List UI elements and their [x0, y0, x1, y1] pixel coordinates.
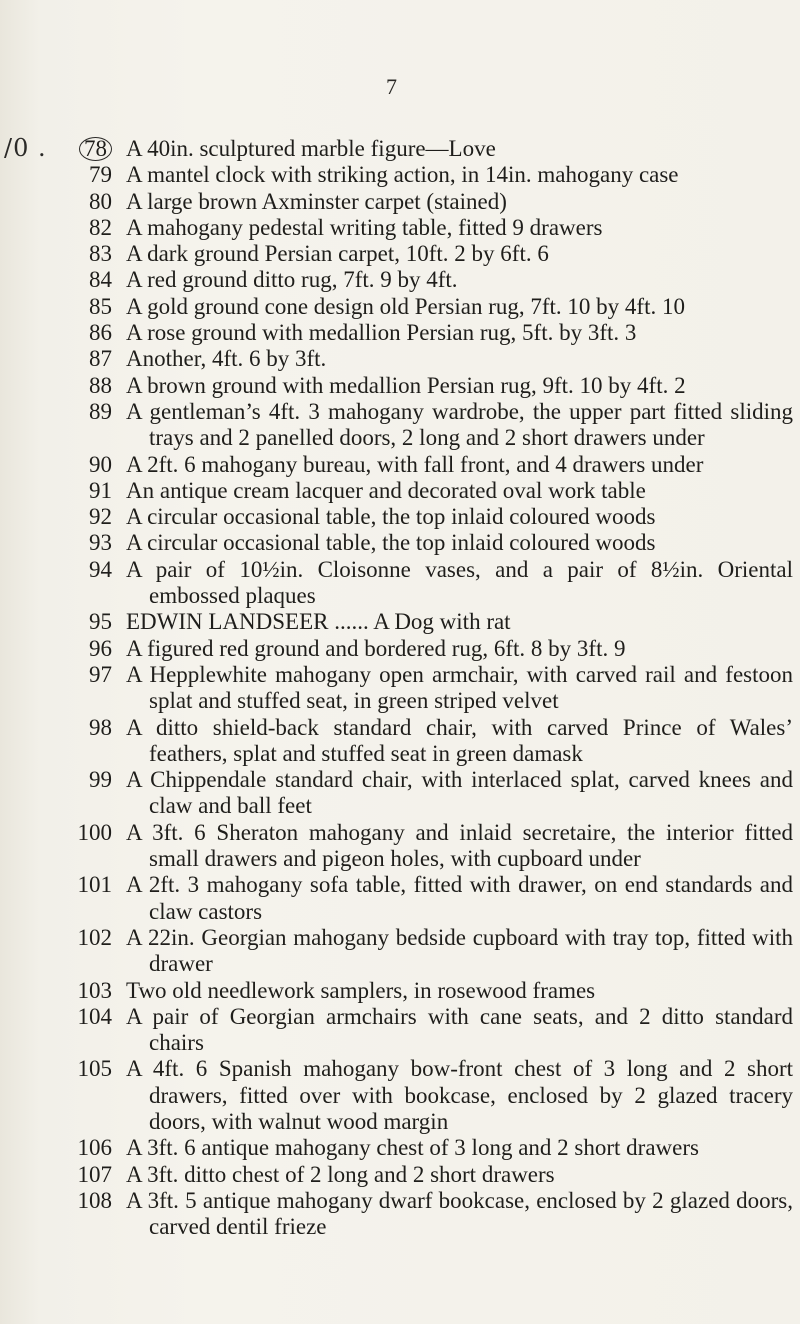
lot-entry	[0, 215, 800, 241]
lot-entry	[0, 504, 800, 530]
lot-entry	[0, 1162, 800, 1188]
lot-entry	[0, 241, 800, 267]
lot-entry	[0, 978, 800, 1004]
lot-number: 108	[77, 1187, 112, 1213]
lot-description: A 3ft. 6 antique mahogany chest of 3 long and 2 short drawers	[126, 1135, 699, 1161]
lot-number: 98	[89, 714, 112, 740]
lot-entry	[0, 399, 800, 452]
lot-number: 103	[77, 977, 112, 1003]
lot-description: An antique cream lacquer and decorated oval work table	[126, 477, 646, 503]
lot-description: Two old needlework samplers, in rosewood frames	[126, 977, 596, 1003]
lot-entry	[0, 1135, 800, 1161]
lot-number: 89	[89, 398, 112, 424]
lot-entry	[0, 1188, 800, 1241]
lot-number: 84	[89, 267, 112, 293]
page-number: 7	[386, 74, 397, 99]
lot-description: A gold ground cone design old Persian rug, 7ft. 10 by 4ft. 10	[126, 293, 685, 319]
lot-entry	[0, 478, 800, 504]
lot-description: A 3ft. 5 antique mahogany dwarf bookcase, enclosed by 2 glazed doors, carved dentil frieze	[126, 1187, 793, 1240]
lot-entry	[0, 767, 800, 820]
lot-description: A red ground ditto rug, 7ft. 9 by 4ft.	[126, 267, 458, 293]
lot-number: 90	[89, 451, 112, 477]
lot-number: 97	[89, 661, 112, 687]
lot-number: 99	[89, 767, 112, 793]
lot-entry	[0, 189, 800, 215]
lot-description: A brown ground with medallion Persian rug, 9ft. 10 by 4ft. 2	[126, 372, 686, 398]
lot-entry	[0, 820, 800, 873]
lot-description: A 3ft. ditto chest of 2 long and 2 short drawers	[126, 1161, 555, 1187]
lot-description: EDWIN LANDSEER ...... A Dog with rat	[126, 609, 511, 635]
lot-number: 93	[89, 530, 112, 556]
lot-entry	[0, 557, 800, 610]
lot-description: A 3ft. 6 Sheraton mahogany and inlaid secretaire, the interior fitted small drawers and pigeon holes, with cupboard under	[126, 819, 793, 872]
lot-description: A 2ft. 3 mahogany sofa table, fitted with drawer, on end standards and claw castors	[126, 872, 793, 924]
lot-description: A Hepplewhite mahogany open armchair, with carved rail and festoon splat and stuffed seat, in green striped velvet	[126, 661, 793, 714]
lot-entry	[0, 662, 800, 715]
lot-number: 94	[89, 556, 112, 582]
lot-number	[0, 136, 126, 162]
lot-description: A gentleman’s 4ft. 3 mahogany wardrobe, the upper part fitted sliding trays and 2 panelled doors, 2 long and 2 short drawers under	[126, 398, 793, 451]
lot-number: 92	[89, 504, 112, 530]
lot-description: A 4ft. 6 Spanish mahogany bow-front chest of 3 long and 2 short drawers, fitted over with bookcase, enclosed by 2 glazed tracery doors, with walnut wood margin	[126, 1056, 793, 1134]
lot-number: 101	[77, 872, 112, 898]
lot-description: A 40in. sculptured marble figure—Love	[126, 136, 496, 161]
lot-number: 82	[89, 214, 112, 240]
lot-number: 87	[89, 346, 112, 372]
lot-description: A large brown Axminster carpet (stained)	[126, 188, 507, 214]
lot-description: A pair of Georgian armchairs with cane seats, and 2 ditto standard chairs	[126, 1003, 793, 1056]
lot-description: A 2ft. 6 mahogany bureau, with fall front, and 4 drawers under	[126, 451, 704, 477]
lot-entry	[0, 530, 800, 556]
lot-description: A circular occasional table, the top inlaid coloured woods	[126, 504, 656, 530]
handwritten-margin-note: /0 .	[4, 134, 47, 162]
lot-description: A ditto shield-back standard chair, with carved Prince of Wales’ feathers, splat and stuffed seat in green damask	[126, 714, 793, 766]
lot-entry	[0, 136, 800, 162]
lot-number: 100	[77, 819, 112, 845]
lot-number: 79	[89, 162, 112, 188]
lot-number: 85	[89, 293, 112, 319]
lot-description: A Chippendale standard chair, with interlaced splat, carved knees and claw and ball feet	[126, 767, 793, 819]
lot-description: A pair of 10½in. Cloisonne vases, and a pair of 8½in. Oriental embossed plaques	[126, 556, 793, 609]
lot-number: 91	[89, 477, 112, 503]
lot-number: 95	[89, 609, 112, 635]
lot-entry	[0, 609, 800, 635]
lot-description: A dark ground Persian carpet, 10ft. 2 by 6ft. 6	[126, 241, 549, 267]
lot-number: 96	[89, 635, 112, 661]
lot-entry	[0, 162, 800, 188]
lot-entry	[0, 373, 800, 399]
lot-description: A circular occasional table, the top inlaid coloured woods	[126, 530, 656, 556]
lot-entry	[0, 320, 800, 346]
lot-description: Another, 4ft. 6 by 3ft.	[126, 346, 327, 372]
lot-number: 104	[77, 1003, 112, 1029]
lot-description: A rose ground with medallion Persian rug, 5ft. by 3ft. 3	[126, 320, 637, 346]
lot-description: A figured red ground and bordered rug, 6ft. 8 by 3ft. 9	[126, 635, 626, 661]
lot-number: 80	[89, 188, 112, 214]
lot-number: 106	[77, 1135, 112, 1161]
lot-number: 83	[89, 241, 112, 267]
lot-entry	[0, 715, 800, 768]
lot-description: A 22in. Georgian mahogany bedside cupboard with tray top, fitted with drawer	[126, 924, 793, 977]
lot-number: 88	[89, 372, 112, 398]
lot-entry	[0, 267, 800, 293]
lot-entry	[0, 346, 800, 372]
lot-entry	[0, 452, 800, 478]
lot-number: 86	[89, 320, 112, 346]
lot-number: 102	[77, 924, 112, 950]
lot-entry	[0, 872, 800, 925]
lot-entry	[0, 925, 800, 978]
lot-number: 105	[77, 1056, 112, 1082]
lot-entry	[0, 636, 800, 662]
lot-description: A mantel clock with striking action, in 14in. mahogany case	[126, 162, 679, 188]
lot-number: 107	[77, 1161, 112, 1187]
circled-lot-number: 78	[79, 137, 112, 161]
lot-list	[0, 136, 800, 1240]
lot-entry	[0, 294, 800, 320]
lot-entry	[0, 1004, 800, 1057]
lot-entry	[0, 1056, 800, 1135]
lot-description: A mahogany pedestal writing table, fitted 9 drawers	[126, 214, 603, 240]
